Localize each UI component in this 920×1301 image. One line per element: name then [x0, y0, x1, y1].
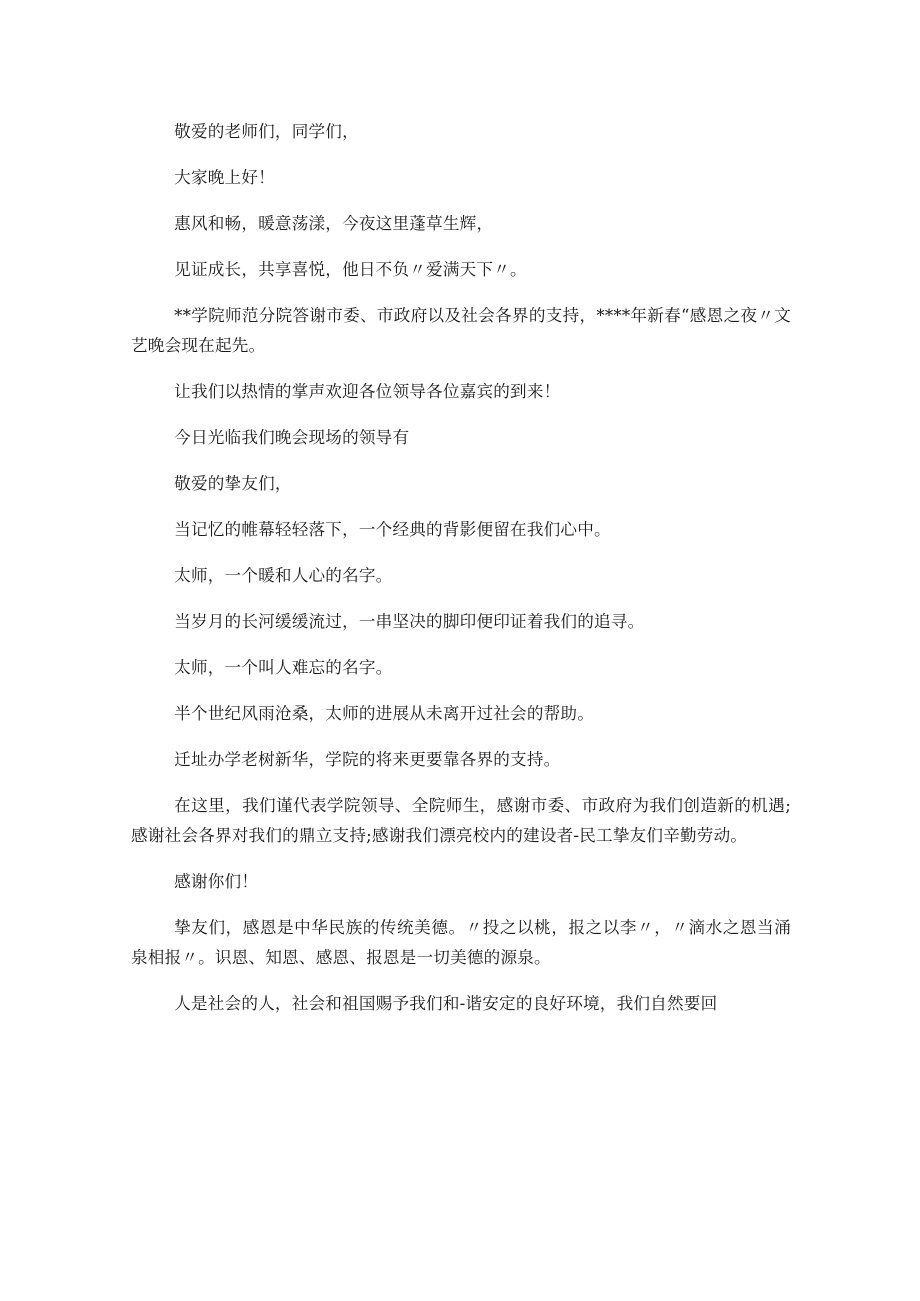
paragraph: 今日光临我们晚会现场的领导有 — [174, 428, 410, 447]
paragraph-opening: **学院师范分院答谢市委、市政府以及社会各界的支持，****年新春“感恩之夜〃文艺晚会现在起先。 — [131, 306, 791, 355]
paragraph-good-evening: 大家晚上好！ — [174, 168, 275, 187]
paragraph: 迁址办学老树新华，学院的将来更要靠各界的支持。 — [174, 750, 561, 769]
paragraph: 惠风和畅，暖意荡漾，今夜这里蓬草生辉， — [174, 214, 494, 233]
paragraph: 当岁月的长河缓缓流过，一串坚决的脚印便印证着我们的追寻。 — [174, 612, 645, 631]
paragraph: 人是社会的人，社会和祖国赐予我们和-谐安定的良好环境，我们自然要回 — [174, 994, 718, 1013]
paragraph: 半个世纪风雨沧桑，太师的进展从未离开过社会的帮助。 — [174, 704, 594, 723]
paragraph: 太师，一个暖和人心的名字。 — [174, 566, 393, 585]
paragraph-greeting: 敬爱的老师们，同学们， — [174, 122, 359, 141]
paragraph: 当记忆的帷幕轻轻落下，一个经典的背影便留在我们心中。 — [174, 520, 611, 539]
paragraph: 太师，一个叫人难忘的名字。 — [174, 658, 393, 677]
paragraph: 敬爱的挚友们， — [174, 474, 292, 493]
paragraph: 让我们以热情的掌声欢迎各位领导各位嘉宾的到来！ — [174, 382, 561, 401]
paragraph-thanks-detail: 在这里，我们谨代表学院领导、全院师生，感谢市委、市政府为我们创造新的机遇;感谢社会各界对我们的鼎立支持;感谢我们漂亮校内的建设者-民工挚友们辛勤劳动。 — [131, 796, 791, 845]
paragraph: 感谢你们！ — [174, 872, 259, 891]
paragraph-gratitude: 挚友们，感恩是中华民族的传统美德。〃投之以桃，报之以李〃，〃滴水之恩当涌泉相报〃。识恩、知恩、感恩、报恩是一切美德的源泉。 — [131, 918, 791, 967]
document-body — [131, 117, 791, 1035]
paragraph: 见证成长，共享喜悦，他日不负〃爱满天下〃。 — [174, 260, 527, 279]
